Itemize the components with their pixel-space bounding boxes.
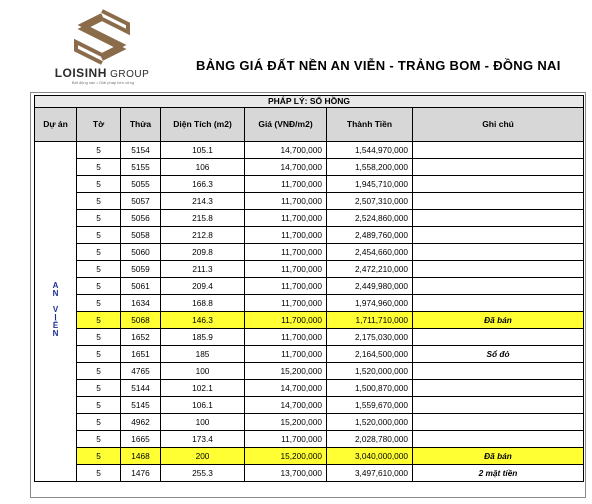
cell-lot: 1665	[121, 431, 161, 448]
cell-lot: 5155	[121, 159, 161, 176]
column-header-lot: Thửa	[121, 108, 161, 142]
cell-sheet: 5	[77, 329, 121, 346]
cell-note	[413, 414, 584, 431]
cell-sheet: 5	[77, 244, 121, 261]
cell-lot: 5056	[121, 210, 161, 227]
column-header-area: Diện Tích (m2)	[161, 108, 245, 142]
project-cell	[35, 142, 77, 482]
cell-area: 214.3	[161, 193, 245, 210]
brand-logo	[52, 8, 152, 88]
table-row	[35, 295, 584, 312]
cell-area: 106	[161, 159, 245, 176]
cell-lot: 1651	[121, 346, 161, 363]
cell-sheet: 5	[77, 193, 121, 210]
cell-sheet: 5	[77, 312, 121, 329]
cell-price: 15,200,000	[245, 414, 327, 431]
cell-note: 2 mặt tiền	[413, 465, 584, 482]
cell-lot: 5058	[121, 227, 161, 244]
cell-note: Đã bán	[413, 448, 584, 465]
cell-area: 100	[161, 363, 245, 380]
cell-price: 11,700,000	[245, 278, 327, 295]
cell-sheet: 5	[77, 414, 121, 431]
price-table	[34, 95, 584, 482]
cell-lot: 5055	[121, 176, 161, 193]
cell-lot: 1476	[121, 465, 161, 482]
cell-area: 215.8	[161, 210, 245, 227]
column-header-price: Giá (VNĐ/m2)	[245, 108, 327, 142]
table-row	[35, 159, 584, 176]
table-row	[35, 346, 584, 363]
cell-note	[413, 431, 584, 448]
cell-total: 1,945,710,000	[327, 176, 413, 193]
cell-note	[413, 397, 584, 414]
brand-name-main: LOISINH	[54, 66, 107, 80]
cell-sheet: 5	[77, 210, 121, 227]
cell-price: 11,700,000	[245, 261, 327, 278]
cell-area: 255.3	[161, 465, 245, 482]
cell-sheet: 5	[77, 176, 121, 193]
cell-area: 173.4	[161, 431, 245, 448]
cell-price: 11,700,000	[245, 193, 327, 210]
table-row	[35, 329, 584, 346]
project-name: AN VIỄN	[51, 281, 60, 337]
cell-sheet: 5	[77, 397, 121, 414]
column-header-total: Thành Tiền	[327, 108, 413, 142]
cell-sheet: 5	[77, 431, 121, 448]
table-row	[35, 448, 584, 465]
cell-lot: 5059	[121, 261, 161, 278]
cell-price: 11,700,000	[245, 329, 327, 346]
table-row	[35, 210, 584, 227]
cell-price: 11,700,000	[245, 176, 327, 193]
cell-note	[413, 210, 584, 227]
column-header-project: Dự án	[35, 108, 77, 142]
cell-area: 211.3	[161, 261, 245, 278]
column-header-note: Ghi chú	[413, 108, 584, 142]
cell-price: 11,700,000	[245, 295, 327, 312]
cell-note	[413, 363, 584, 380]
cell-total: 1,558,200,000	[327, 159, 413, 176]
cell-price: 11,700,000	[245, 244, 327, 261]
legal-status-header: PHÁP LÝ: SỔ HỒNG	[35, 96, 584, 108]
cell-lot: 5057	[121, 193, 161, 210]
table-row	[35, 312, 584, 329]
cell-note	[413, 176, 584, 193]
cell-area: 212.8	[161, 227, 245, 244]
cell-total: 3,497,610,000	[327, 465, 413, 482]
brand-tagline: Bất động sản • Giải pháp bền vững	[71, 80, 135, 85]
cell-total: 1,559,670,000	[327, 397, 413, 414]
cell-lot: 4962	[121, 414, 161, 431]
cell-area: 105.1	[161, 142, 245, 159]
cell-lot: 1468	[121, 448, 161, 465]
cell-price: 14,700,000	[245, 397, 327, 414]
cell-area: 168.8	[161, 295, 245, 312]
cell-sheet: 5	[77, 363, 121, 380]
cell-area: 185	[161, 346, 245, 363]
cell-lot: 5061	[121, 278, 161, 295]
cell-price: 14,700,000	[245, 380, 327, 397]
table-row	[35, 244, 584, 261]
cell-price: 11,700,000	[245, 312, 327, 329]
cell-sheet: 5	[77, 278, 121, 295]
cell-note	[413, 227, 584, 244]
cell-total: 1,520,000,000	[327, 414, 413, 431]
cell-lot: 5154	[121, 142, 161, 159]
table-row	[35, 431, 584, 448]
cell-price: 15,200,000	[245, 363, 327, 380]
table-body	[35, 142, 584, 482]
cell-sheet: 5	[77, 448, 121, 465]
cell-note	[413, 142, 584, 159]
cell-price: 13,700,000	[245, 465, 327, 482]
cell-total: 1,711,710,000	[327, 312, 413, 329]
cell-lot: 1634	[121, 295, 161, 312]
cell-total: 1,520,000,000	[327, 363, 413, 380]
cell-area: 209.8	[161, 244, 245, 261]
cell-total: 1,974,960,000	[327, 295, 413, 312]
cell-total: 1,500,870,000	[327, 380, 413, 397]
cell-total: 2,454,660,000	[327, 244, 413, 261]
cell-note: Sổ đỏ	[413, 346, 584, 363]
cell-price: 15,200,000	[245, 448, 327, 465]
cell-total: 3,040,000,000	[327, 448, 413, 465]
cell-note	[413, 193, 584, 210]
table-row	[35, 142, 584, 159]
brand-name-group: GROUP	[110, 69, 150, 80]
logo-mark-icon	[72, 8, 132, 66]
cell-note	[413, 380, 584, 397]
cell-area: 185.9	[161, 329, 245, 346]
cell-total: 2,472,210,000	[327, 261, 413, 278]
cell-area: 166.3	[161, 176, 245, 193]
cell-price: 11,700,000	[245, 210, 327, 227]
cell-note	[413, 159, 584, 176]
cell-price: 14,700,000	[245, 142, 327, 159]
cell-lot: 1652	[121, 329, 161, 346]
cell-area: 106.1	[161, 397, 245, 414]
cell-sheet: 5	[77, 380, 121, 397]
table-row	[35, 465, 584, 482]
table-row	[35, 176, 584, 193]
cell-sheet: 5	[77, 261, 121, 278]
cell-sheet: 5	[77, 295, 121, 312]
cell-area: 209.4	[161, 278, 245, 295]
cell-total: 1,544,970,000	[327, 142, 413, 159]
cell-area: 100	[161, 414, 245, 431]
cell-sheet: 5	[77, 227, 121, 244]
cell-total: 2,175,030,000	[327, 329, 413, 346]
column-header-sheet: Tờ	[77, 108, 121, 142]
cell-price: 11,700,000	[245, 346, 327, 363]
cell-area: 146.3	[161, 312, 245, 329]
cell-total: 2,489,760,000	[327, 227, 413, 244]
cell-total: 2,507,310,000	[327, 193, 413, 210]
cell-total: 2,449,980,000	[327, 278, 413, 295]
page-title: BẢNG GIÁ ĐẤT NỀN AN VIỄN - TRẢNG BOM - ĐỒNG NAI	[196, 58, 561, 73]
cell-area: 200	[161, 448, 245, 465]
cell-lot: 5145	[121, 397, 161, 414]
cell-sheet: 5	[77, 142, 121, 159]
cell-price: 11,700,000	[245, 227, 327, 244]
cell-lot: 5060	[121, 244, 161, 261]
cell-note	[413, 278, 584, 295]
cell-note: Đã bán	[413, 312, 584, 329]
cell-sheet: 5	[77, 465, 121, 482]
table-row	[35, 363, 584, 380]
table-row	[35, 278, 584, 295]
brand-name	[52, 66, 152, 80]
cell-lot: 5144	[121, 380, 161, 397]
cell-total: 2,028,780,000	[327, 431, 413, 448]
cell-lot: 4765	[121, 363, 161, 380]
cell-note	[413, 261, 584, 278]
cell-area: 102.1	[161, 380, 245, 397]
cell-sheet: 5	[77, 346, 121, 363]
table-row	[35, 193, 584, 210]
cell-sheet: 5	[77, 159, 121, 176]
cell-price: 14,700,000	[245, 159, 327, 176]
cell-price: 11,700,000	[245, 431, 327, 448]
cell-lot: 5068	[121, 312, 161, 329]
cell-total: 2,524,860,000	[327, 210, 413, 227]
table-row	[35, 414, 584, 431]
cell-note	[413, 295, 584, 312]
cell-note	[413, 244, 584, 261]
table-row	[35, 397, 584, 414]
table-row	[35, 261, 584, 278]
cell-note	[413, 329, 584, 346]
table-row	[35, 380, 584, 397]
table-row	[35, 227, 584, 244]
cell-total: 2,164,500,000	[327, 346, 413, 363]
